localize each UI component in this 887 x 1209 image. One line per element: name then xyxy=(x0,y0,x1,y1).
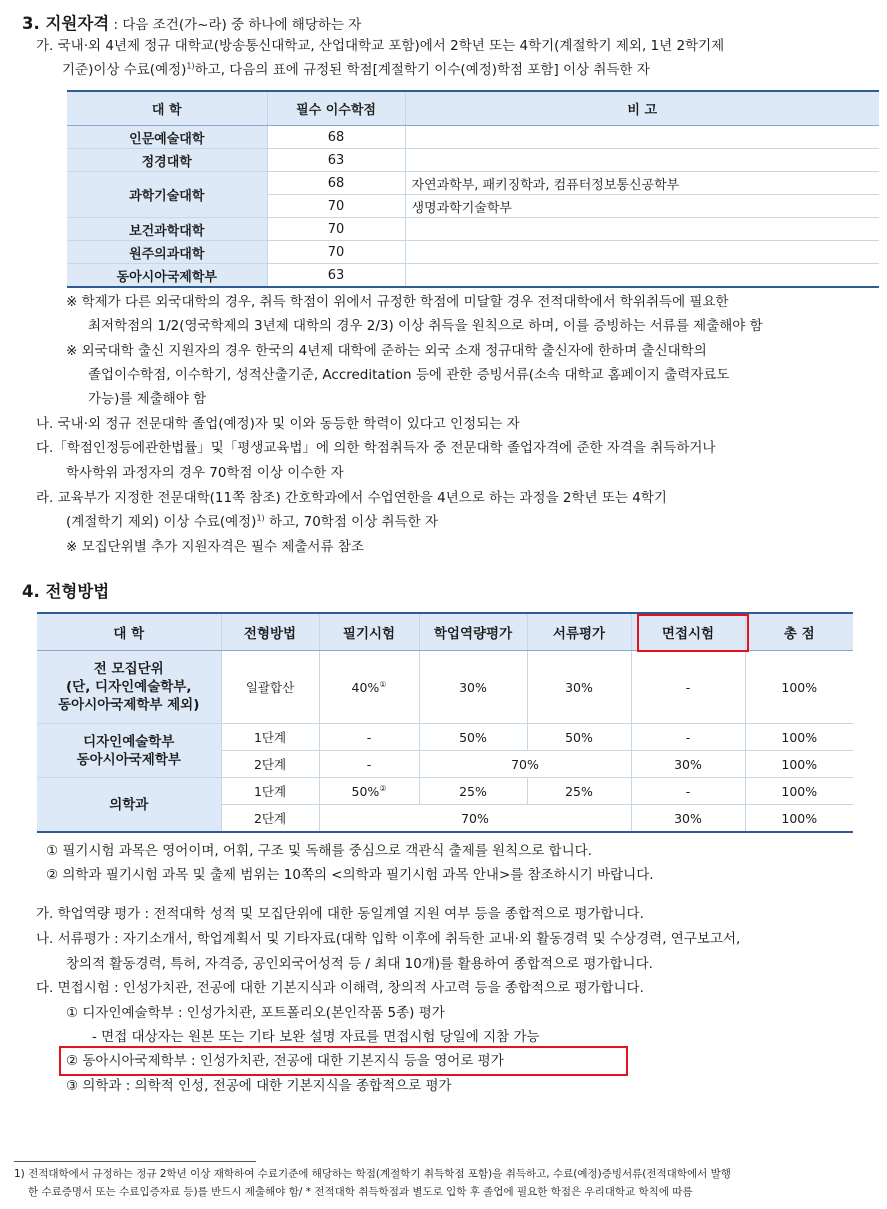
table-row xyxy=(37,651,853,724)
group-all-line3: 동아시아국제학부 제외) xyxy=(58,697,200,713)
table-row xyxy=(37,724,853,751)
method-b-line2: 창의적 활동경력, 특허, 자격증, 공인외국어성적 등 / 최대 10개)를 활용하여 종합적으로 평가합니다. xyxy=(66,956,653,972)
section-3-heading xyxy=(22,10,361,34)
interview-cell: - xyxy=(631,778,745,805)
credits-table xyxy=(67,90,879,288)
method-header-document: 서류평가 xyxy=(527,613,631,651)
academic-cell: 25% xyxy=(419,778,527,805)
eastasia-interview-highlight xyxy=(59,1046,628,1076)
group-all-line1: 전 모집단위 xyxy=(93,661,164,677)
interview-cell: - xyxy=(631,724,745,751)
method-header-college: 대 학 xyxy=(37,613,221,651)
college-cell: 정경대학 xyxy=(67,149,267,172)
qual-d-line2 xyxy=(66,514,438,531)
note2-line3: 가능)를 제출해야 함 xyxy=(88,391,207,407)
method-header-academic: 학업역량평가 xyxy=(419,613,527,651)
section-3-subtitle: : 다음 조건(가~라) 중 하나에 해당하는 자 xyxy=(109,17,362,33)
method-cell: 1단계 xyxy=(221,778,319,805)
method-c1: ① 디자인예술학부 : 인성가치관, 포트폴리오(본인작품 5종) 평가 xyxy=(66,1005,445,1021)
note-cell xyxy=(405,126,879,149)
qual-c-line2: 학사학위 과정자의 경우 70학점 이상 이수한 자 xyxy=(66,465,344,481)
note1-line1: ※ 학제가 다른 외국대학의 경우, 취득 학점이 위에서 규정한 학점에 미달할 경우 전적대학에서 학위취득에 필요한 xyxy=(66,294,729,310)
interview-cell: 30% xyxy=(631,751,745,778)
footnote-ref: 1) xyxy=(256,513,265,523)
written-cell xyxy=(319,651,419,724)
written-value: 50% xyxy=(351,783,380,799)
qual-a-line2-pre: 기준)이상 수료(예정) xyxy=(62,62,187,78)
method-cell: 2단계 xyxy=(221,751,319,778)
method-cell: 일괄합산 xyxy=(221,651,319,724)
interview-cell: 30% xyxy=(631,805,745,833)
written-cell: - xyxy=(319,751,419,778)
total-cell: 100% xyxy=(745,651,853,724)
table-row xyxy=(67,172,879,195)
method-footnote-2: ② 의학과 필기시험 과목 및 출제 범위는 10쪽의 <의학과 필기시험 과목 안내>를 참조하시기 바랍니다. xyxy=(46,867,654,883)
method-header-interview: 면접시험 xyxy=(631,613,745,651)
written-value: 40% xyxy=(351,679,380,695)
method-cell: 1단계 xyxy=(221,724,319,751)
method-header-written: 필기시험 xyxy=(319,613,419,651)
qual-d-line2-post: 하고, 70학점 이상 취득한 자 xyxy=(264,514,438,530)
total-cell: 100% xyxy=(745,751,853,778)
qual-a-line2-post: 하고, 다음의 표에 규정된 학점[계절학기 이수(예정)학점 포함] 이상 취득한 자 xyxy=(194,62,650,78)
credits-header-note: 비 고 xyxy=(405,91,879,126)
note-cell xyxy=(405,149,879,172)
method-c2: ② 동아시아국제학부 : 인성가치관, 전공에 대한 기본지식 등을 영어로 평가 xyxy=(66,1053,504,1069)
group-all-line2: (단, 디자인예술학부, xyxy=(66,679,192,695)
college-cell: 원주의과대학 xyxy=(67,241,267,264)
method-a: 가. 학업역량 평가 : 전적대학 성적 및 모집단위에 대한 동일계열 지원 여부 등을 종합적으로 평가합니다. xyxy=(36,906,644,922)
page-footnote-line2: 한 수료증명서 또는 수료입증자료 등)를 반드시 제출해야 함/ * 전적대학 취득학점과 별도로 입학 후 졸업에 필요한 학점은 우리대학교 학칙에 따름 xyxy=(28,1186,693,1198)
group-medicine: 의학과 xyxy=(37,778,221,833)
note-mark: ② xyxy=(379,783,387,793)
method-b-line1: 나. 서류평가 : 자기소개서, 학업계획서 및 기타자료(대학 입학 이후에 취득한 교내·외 활동경력 및 수상경력, 연구보고서, xyxy=(36,931,741,947)
document-cell: 25% xyxy=(527,778,631,805)
method-c3: ③ 의학과 : 의학적 인성, 전공에 대한 기본지식을 종합적으로 평가 xyxy=(66,1078,452,1094)
note2-line1: ※ 외국대학 출신 지원자의 경우 한국의 4년제 대학에 준하는 외국 소재 정규대학 출신자에 한하며 출신대학의 xyxy=(66,343,707,359)
college-cell: 인문예술대학 xyxy=(67,126,267,149)
credits-cell: 70 xyxy=(267,241,405,264)
note-mark: ① xyxy=(379,679,387,689)
credits-cell: 63 xyxy=(267,264,405,288)
document-cell: 50% xyxy=(527,724,631,751)
academic-cell: 50% xyxy=(419,724,527,751)
qual-b: 나. 국내·외 정규 전문대학 졸업(예정)자 및 이와 동등한 학력이 있다고 인정되는 자 xyxy=(36,416,520,432)
method-c: 다. 면접시험 : 인성가치관, 전공에 대한 기본지식과 이해력, 창의적 사고력 등을 종합적으로 평가합니다. xyxy=(36,980,644,996)
written-academic-document-merged-cell: 70% xyxy=(319,805,631,833)
academic-cell: 30% xyxy=(419,651,527,724)
qual-a-line1: 가. 국내·외 4년제 정규 대학교(방송통신대학교, 산업대학교 포함)에서 2학년 또는 4학기(계절학기 제외, 1년 2학기제 xyxy=(36,38,725,54)
qual-c-line1: 다.「학점인정등에관한법률」및「평생교육법」에 의한 학점취득자 중 전문대학 졸업자격에 준한 자격을 취득하거나 xyxy=(36,440,716,456)
note-cell: 자연과학부, 패키징학과, 컴퓨터정보통신공학부 xyxy=(405,172,879,195)
table-row xyxy=(67,241,879,264)
table-row xyxy=(67,264,879,288)
note-cell xyxy=(405,241,879,264)
group-design-eastasia xyxy=(37,724,221,778)
footnote-divider xyxy=(14,1161,256,1162)
method-c1-sub: - 면접 대상자는 원본 또는 기타 보완 설명 자료를 면접시험 당일에 지참 가능 xyxy=(92,1029,540,1045)
method-header-total: 총 점 xyxy=(745,613,853,651)
qual-d-line2-pre: (계절학기 제외) 이상 수료(예정) xyxy=(66,514,257,530)
note-cell: 생명과학기술학부 xyxy=(405,195,879,218)
total-cell: 100% xyxy=(745,778,853,805)
note-cell xyxy=(405,264,879,288)
qual-d-line1: 라. 교육부가 지정한 전문대학(11쪽 참조) 간호학과에서 수업연한을 4년으로 하는 과정을 2학년 또는 4학기 xyxy=(36,490,667,506)
college-cell: 동아시아국제학부 xyxy=(67,264,267,288)
credits-cell: 63 xyxy=(267,149,405,172)
table-row xyxy=(37,778,853,805)
note-cell xyxy=(405,218,879,241)
document-cell: 30% xyxy=(527,651,631,724)
method-footnote-1: ① 필기시험 과목은 영어이며, 어휘, 구조 및 독해를 중심으로 객관식 출제를 원칙으로 합니다. xyxy=(46,843,592,859)
credits-cell: 70 xyxy=(267,195,405,218)
section-3-title: 3. 지원자격 xyxy=(22,14,110,33)
academic-document-merged-cell: 70% xyxy=(419,751,631,778)
credits-header-credits: 필수 이수학점 xyxy=(267,91,405,126)
qual-d-note: ※ 모집단위별 추가 지원자격은 필수 제출서류 참조 xyxy=(66,539,364,555)
credits-cell: 68 xyxy=(267,172,405,195)
note1-line2: 최저학점의 1/2(영국학제의 3년제 대학의 경우 2/3) 이상 취득을 원칙으로 하며, 이를 증빙하는 서류를 제출해야 함 xyxy=(88,318,763,334)
table-row xyxy=(67,218,879,241)
group-all-units xyxy=(37,651,221,724)
section-4-title: 4. 전형방법 xyxy=(22,582,110,601)
interview-cell: - xyxy=(631,651,745,724)
page-footnote-line1: 1) 전적대학에서 규정하는 정규 2학년 이상 재학하여 수료기준에 해당하는 학점(계절학기 취득학점 포함)을 취득하고, 수료(예정)증빙서류(전적대학에서 발행 xyxy=(14,1168,731,1180)
college-cell: 보건과학대학 xyxy=(67,218,267,241)
table-row xyxy=(67,149,879,172)
method-cell: 2단계 xyxy=(221,805,319,833)
college-cell: 과학기술대학 xyxy=(67,172,267,218)
footnote-ref: 1) xyxy=(186,61,195,71)
written-cell: - xyxy=(319,724,419,751)
group-design-line2: 동아시아국제학부 xyxy=(76,751,181,768)
qual-a-line2 xyxy=(62,62,650,79)
credits-cell: 68 xyxy=(267,126,405,149)
note2-line2: 졸업이수학점, 이수학기, 성적산출기준, Accreditation 등에 관한 증빙서류(소속 대학교 홈페이지 출력자료도 xyxy=(88,367,730,383)
written-cell xyxy=(319,778,419,805)
credits-header-college: 대 학 xyxy=(67,91,267,126)
credits-cell: 70 xyxy=(267,218,405,241)
group-design-line1: 디자인예술학부 xyxy=(83,733,175,750)
method-header-method: 전형방법 xyxy=(221,613,319,651)
interview-header-highlight xyxy=(637,614,749,652)
total-cell: 100% xyxy=(745,724,853,751)
table-row xyxy=(67,126,879,149)
total-cell: 100% xyxy=(745,805,853,833)
